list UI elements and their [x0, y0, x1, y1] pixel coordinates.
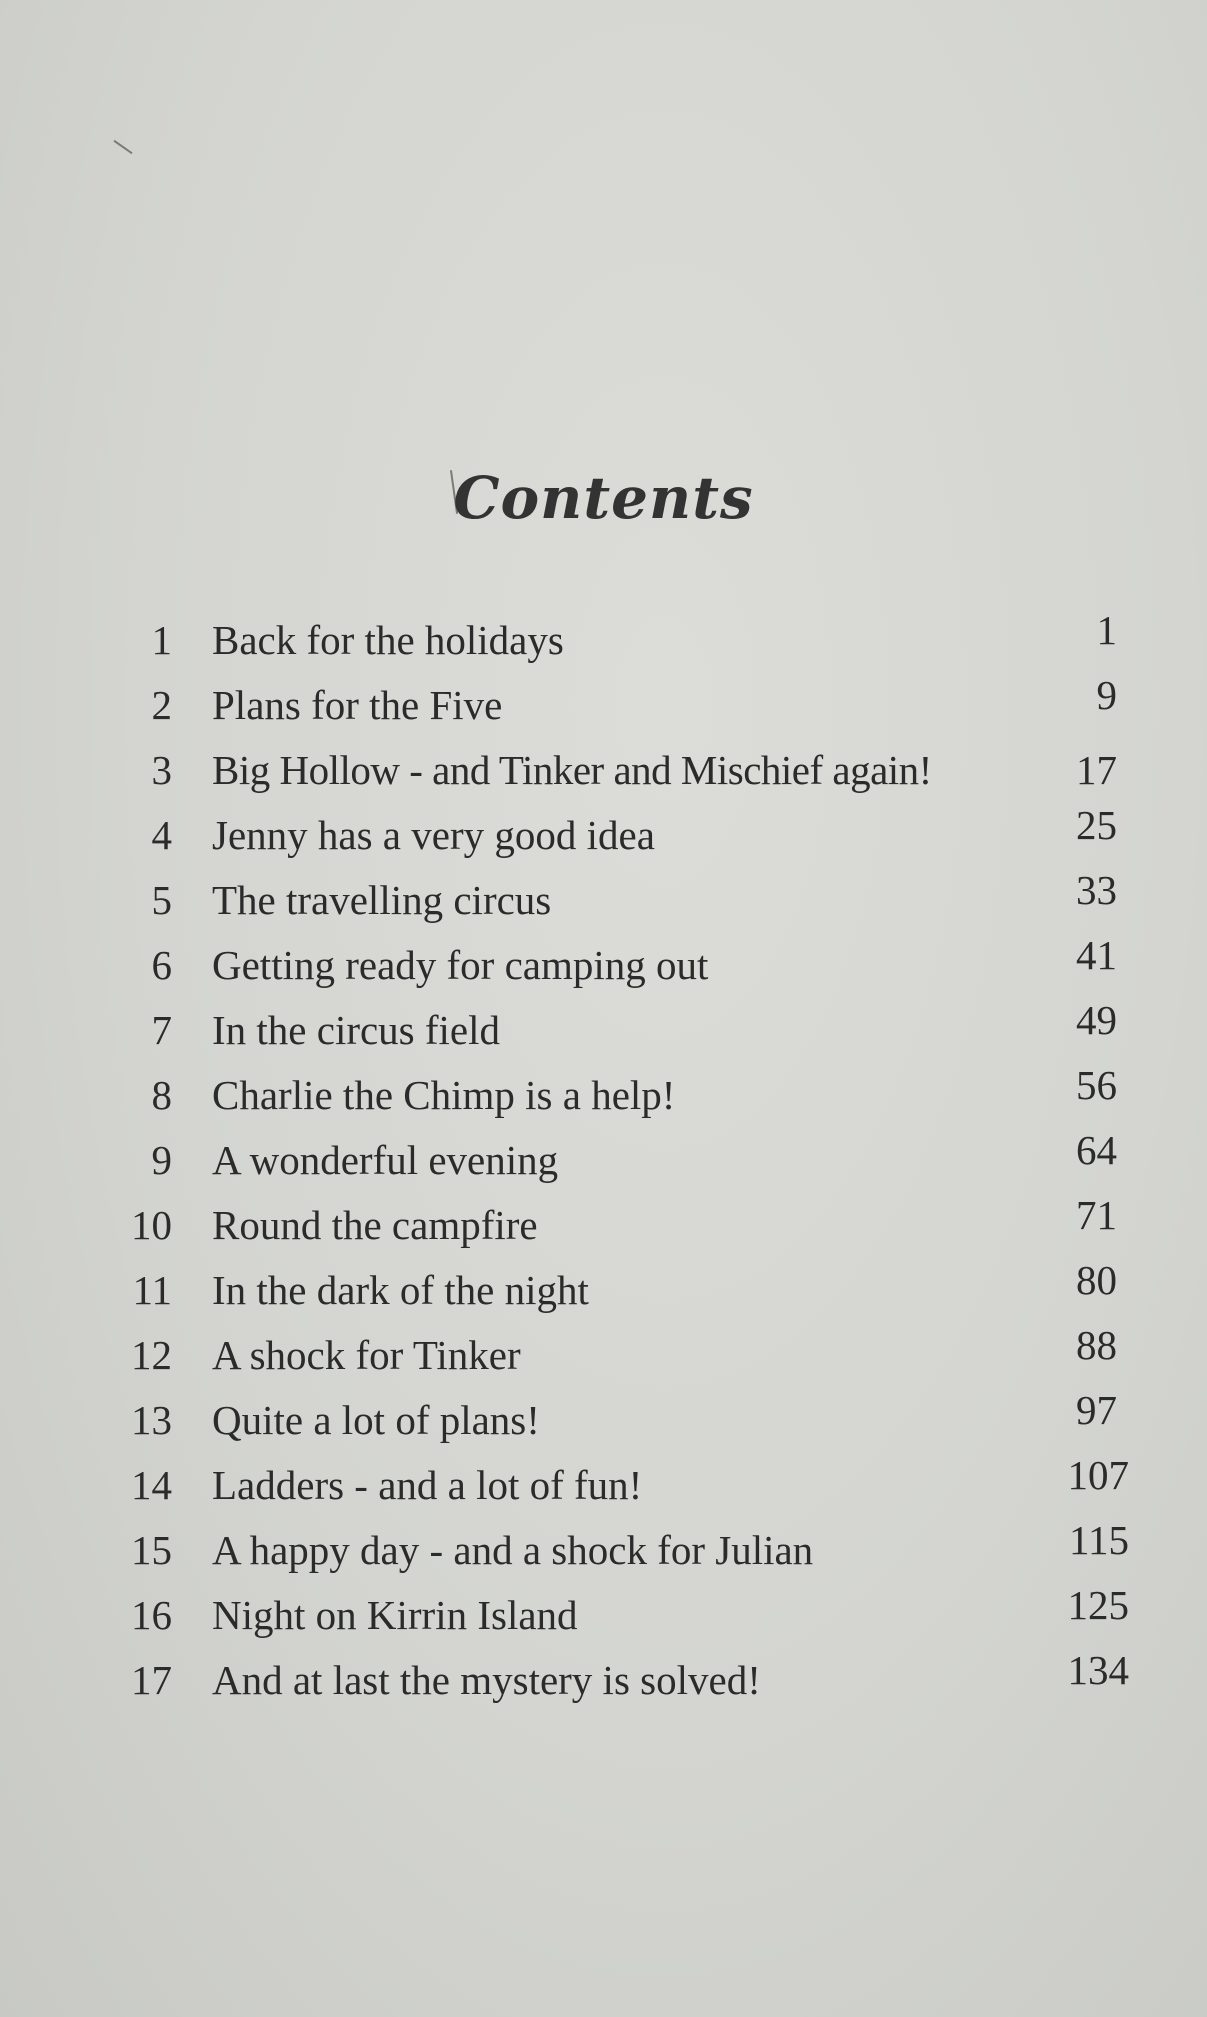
chapter-number: 14 — [131, 1462, 172, 1508]
toc-entry — [0, 1647, 1207, 1710]
chapter-title: And at last the mystery is solved! — [212, 1657, 761, 1703]
chapter-title: A wonderful evening — [212, 1137, 559, 1183]
toc-entry — [0, 1127, 1207, 1190]
toc-entry — [0, 740, 1207, 800]
page-number: 64 — [1076, 1127, 1117, 1173]
contents-list — [0, 607, 1207, 1730]
chapter-title: Jenny has a very good idea — [212, 812, 655, 858]
chapter-title: In the dark of the night — [212, 1267, 589, 1313]
toc-entry — [0, 997, 1207, 1060]
chapter-number: 5 — [151, 877, 172, 923]
chapter-title: A shock for Tinker — [212, 1332, 521, 1378]
chapter-number: 1 — [151, 617, 172, 663]
chapter-number: 17 — [131, 1657, 172, 1703]
toc-entry — [0, 867, 1207, 930]
chapter-number: 8 — [151, 1072, 172, 1118]
toc-entry — [0, 1582, 1207, 1645]
page-number: 88 — [1076, 1322, 1117, 1368]
chapter-title: Ladders - and a lot of fun! — [212, 1462, 643, 1508]
chapter-number: 9 — [151, 1137, 172, 1183]
toc-entry — [0, 802, 1207, 865]
chapter-number: 15 — [131, 1527, 172, 1573]
chapter-title: Plans for the Five — [212, 682, 503, 728]
page-number: 41 — [1076, 932, 1117, 978]
chapter-number: 16 — [131, 1592, 172, 1638]
page-number: 71 — [1076, 1192, 1117, 1238]
chapter-title: Back for the holidays — [212, 617, 564, 663]
toc-entry — [0, 1387, 1207, 1450]
chapter-title: The travelling circus — [212, 877, 552, 923]
toc-entry — [0, 1062, 1207, 1125]
chapter-number: 2 — [151, 682, 172, 728]
page-number: 56 — [1076, 1062, 1117, 1108]
toc-entry — [0, 1517, 1207, 1580]
toc-entry — [0, 932, 1207, 995]
chapter-number: 7 — [151, 1007, 172, 1053]
page-title: Contents — [453, 463, 754, 532]
page-number: 80 — [1076, 1257, 1117, 1303]
page-number: 17 — [1076, 747, 1117, 793]
toc-entry — [0, 1257, 1207, 1320]
page-number: 25 — [1076, 802, 1117, 848]
toc-entry — [0, 1322, 1207, 1385]
chapter-number: 4 — [151, 812, 172, 858]
chapter-title: A happy day - and a shock for Julian — [212, 1527, 814, 1573]
chapter-title: Big Hollow - and Tinker and Mischief again! — [212, 747, 932, 793]
page-number: 107 — [1067, 1452, 1129, 1498]
chapter-title: In the circus field — [212, 1007, 501, 1053]
page-number: 9 — [1096, 672, 1117, 718]
page-number: 49 — [1076, 997, 1117, 1043]
page-number: 134 — [1067, 1647, 1129, 1693]
chapter-title: Quite a lot of plans! — [212, 1397, 540, 1443]
page-number: 33 — [1076, 867, 1117, 913]
page-number: 97 — [1076, 1387, 1117, 1433]
toc-entry — [0, 1192, 1207, 1255]
chapter-number: 3 — [151, 747, 172, 793]
chapter-title: Night on Kirrin Island — [212, 1592, 578, 1638]
chapter-title: Round the campfire — [212, 1202, 538, 1248]
chapter-number: 11 — [132, 1267, 172, 1313]
chapter-title: Getting ready for camping out — [212, 942, 709, 988]
page-number: 115 — [1069, 1517, 1129, 1563]
chapter-number: 6 — [151, 942, 172, 988]
toc-entry — [0, 607, 1207, 670]
page-number: 125 — [1067, 1582, 1129, 1628]
pencil-mark — [113, 140, 132, 154]
chapter-number: 10 — [131, 1202, 172, 1248]
toc-entry — [0, 672, 1207, 735]
chapter-title: Charlie the Chimp is a help! — [212, 1072, 676, 1118]
page-number: 1 — [1096, 607, 1117, 653]
chapter-number: 12 — [131, 1332, 172, 1378]
chapter-number: 13 — [131, 1397, 172, 1443]
toc-entry — [0, 1452, 1207, 1515]
